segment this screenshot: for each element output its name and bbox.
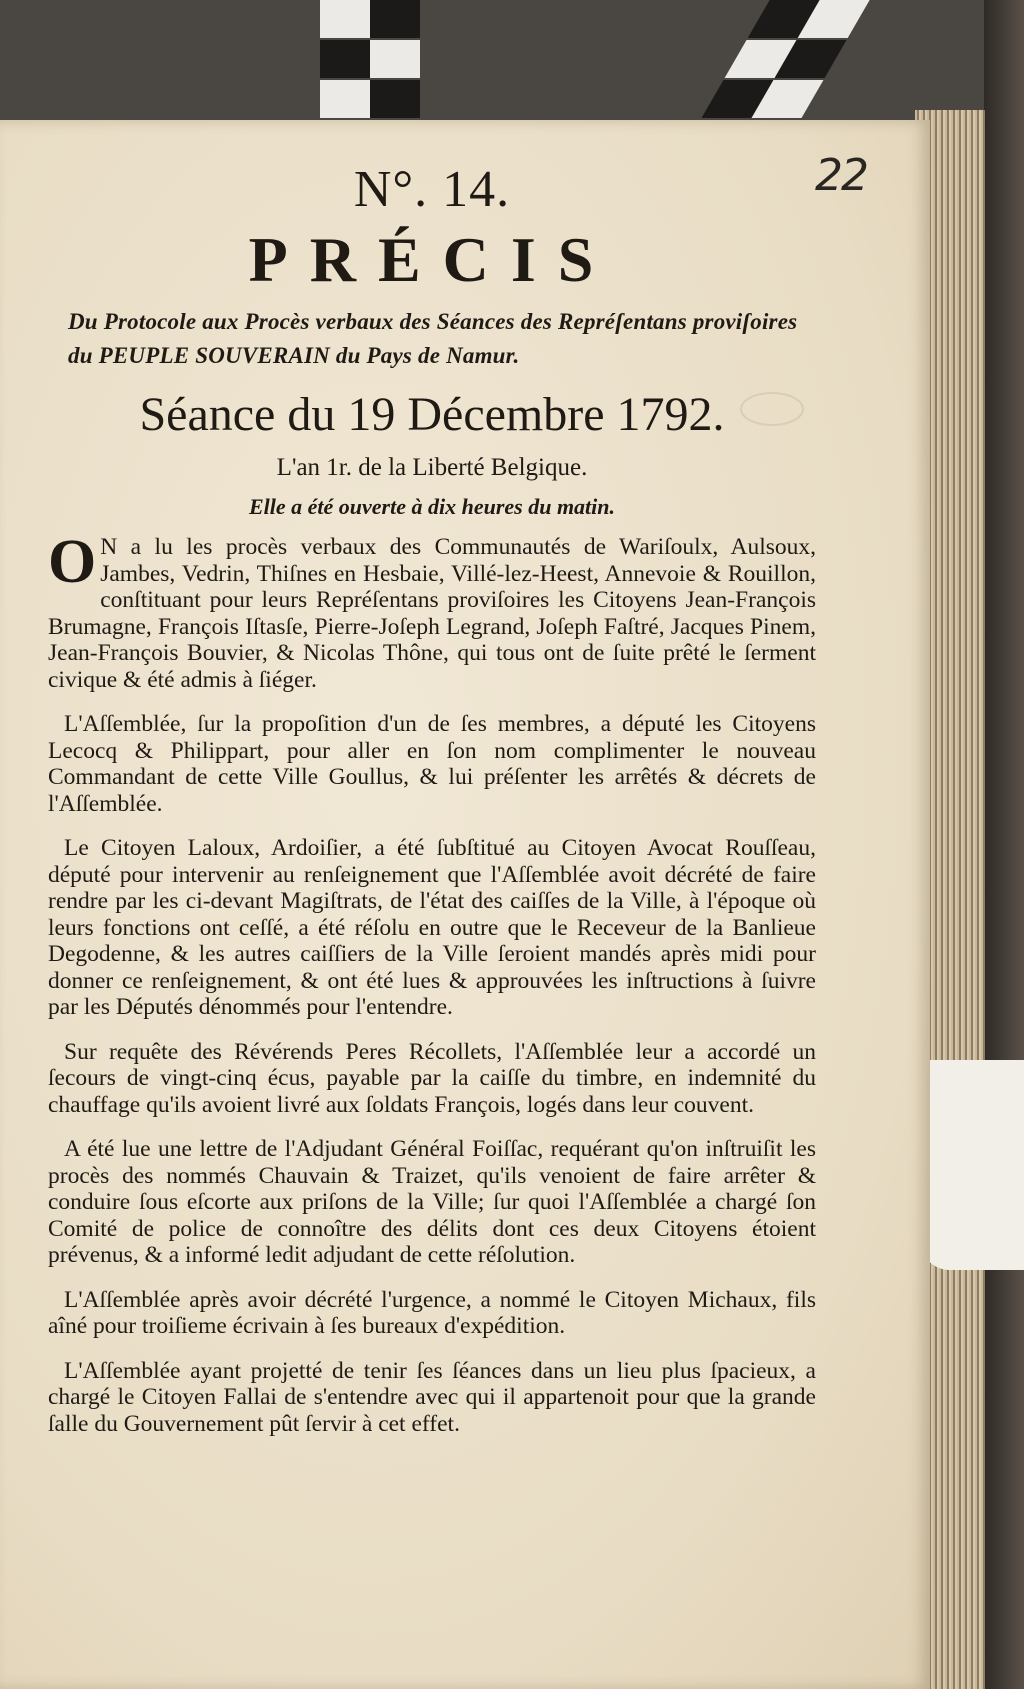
paragraph-text: N a lu les procès verbaux des Communautés de Wariſoulx, Aulsoux, Jambes, Vedrin, Thiſnes en Hesbaie, Villé-lez-Heest, Annevoie & Rouillon, conſtituant pour leurs Repréſentans proviſoires les Citoyens Jean-François Brumagne, François Iſtasſe, Pierre-Joſeph Legrand, Joſeph Faſtré, Jacques Pinem, Jean-François Bouvier, & Nicolas Thône, qui tous ont de ſuite prêté le ſerment civique & été admis à ſiéger.: [48, 534, 816, 693]
page-title: PRÉCIS: [248, 224, 616, 295]
page-content: [48, 160, 816, 1455]
paragraph-7: L'Aſſemblée ayant projetté de tenir ſes ſéances dans un lieu plus ſpacieux, a chargé le Citoyen Fallai de s'entendre avec qui il appartenoit pour que la grande ſalle du Gouvernement pût ſervir à cet effet.: [48, 1357, 816, 1437]
folio-number: 22: [815, 150, 867, 201]
paragraph-5: A été lue une lettre de l'Adjudant Général Foiſſac, requérant qu'on inſtruiſit les procès des nommés Chauvain & Traizet, qu'ils venoient de faire arrêter & conduire ſous eſcorte aux priſons de la Ville; ſur quoi l'Aſſemblée a chargé ſon Comité de police de connoître des délits dont ces deux Citoyens étoient prévenus, & a informé ledit adjudant de cette réſolution.: [48, 1136, 816, 1268]
paragraph-3: Le Citoyen Laloux, Ardoiſier, a été ſubſtitué au Citoyen Avocat Rouſſeau, député pour intervenir au renſeignement que l'Aſſemblée avoit décrété de faire rendre par les ci-devant Magiſtrats, de l'état des caiſſes de la Ville, à l'époque où leurs fonctions ont ceſſé, a été réſolu en outre que le Receveur de la Banlieue Degodenne, & les autres caiſſiers de la Ville ſeroient mandés après midi pour donner ce renſeignement, & ont été lues & approuvées les inſtructions à ſuivre par les Députés dénommés pour l'entendre.: [48, 835, 816, 1020]
document-subtitle: Du Protocole aux Procès verbaux des Séances des Repréſentans proviſoires du PEUPLE SOUVERAIN du Pays de Namur.: [68, 309, 798, 368]
scanner-edge: [984, 0, 1024, 1689]
page-marker-tab: [920, 1060, 1024, 1270]
session-date: Séance du 19 Décembre 1792.: [139, 388, 725, 441]
paragraph-2: L'Aſſemblée, ſur la propoſition d'un de ſes membres, a député les Citoyens Lecocq & Philippart, pour aller en ſon nom complimenter le nouveau Commandant de cette Ville Goullus, & lui préſenter les arrêtés & décrets de l'Aſſemblée.: [48, 711, 816, 817]
issue-number: N°. 14.: [353, 161, 511, 218]
color-checker-target: [320, 0, 420, 120]
paragraph-4: Sur requête des Révérends Peres Récollets, l'Aſſemblée leur a accordé un ſecours de vingt-cinq écus, payable par la caiſſe du timbre, en indemnité du chauffage qu'ils avoient livré aux ſoldats François, logés dans leur couvent.: [48, 1038, 816, 1118]
liberty-year: L'an 1r. de la Liberté Belgique.: [276, 454, 588, 481]
drop-cap: O: [48, 528, 97, 596]
scanner-background: [0, 0, 1024, 130]
paragraph-6: L'Aſſemblée après avoir décrété l'urgence, a nommé le Citoyen Michaux, fils aîné pour troiſieme écrivain à ſes bureaux d'expédition.: [48, 1286, 816, 1339]
document-page: [0, 120, 930, 1689]
opening-time: Elle a été ouverte à dix heures du matin.: [248, 494, 616, 519]
paragraph-1: [48, 528, 816, 693]
